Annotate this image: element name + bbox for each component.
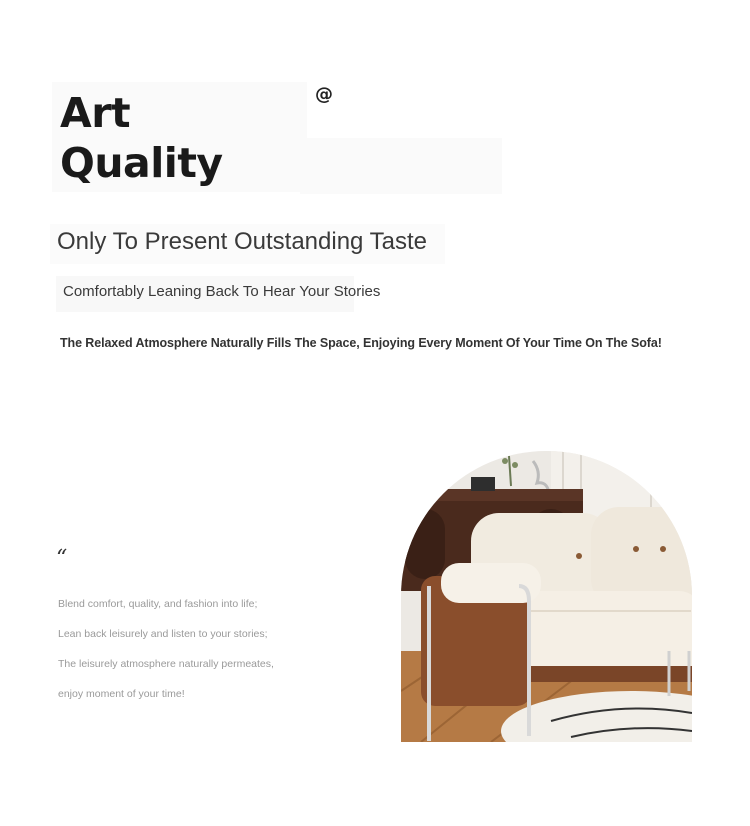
sofa-photo: [401, 451, 692, 742]
title-line-1: Art: [60, 89, 131, 137]
description: The Relaxed Atmosphere Naturally Fills The Space, Enjoying Every Moment Of Your Time On The Sofa!: [60, 336, 662, 350]
quote-line-3: The leisurely atmosphere naturally permeates,: [58, 658, 274, 670]
quote-line-2: Lean back leisurely and listen to your stories;: [58, 628, 268, 640]
at-symbol: @: [315, 84, 333, 105]
quote-line-4: enjoy moment of your time!: [58, 688, 185, 700]
tagline: Only To Present Outstanding Taste: [57, 228, 427, 255]
title-background-extension: [300, 138, 502, 194]
page-title: [60, 88, 223, 188]
subtitle: Comfortably Leaning Back To Hear Your Stories: [63, 283, 381, 300]
quote-mark: “: [56, 546, 68, 571]
quote-line-1: Blend comfort, quality, and fashion into life;: [58, 598, 258, 610]
title-line-2: Quality: [60, 139, 223, 187]
